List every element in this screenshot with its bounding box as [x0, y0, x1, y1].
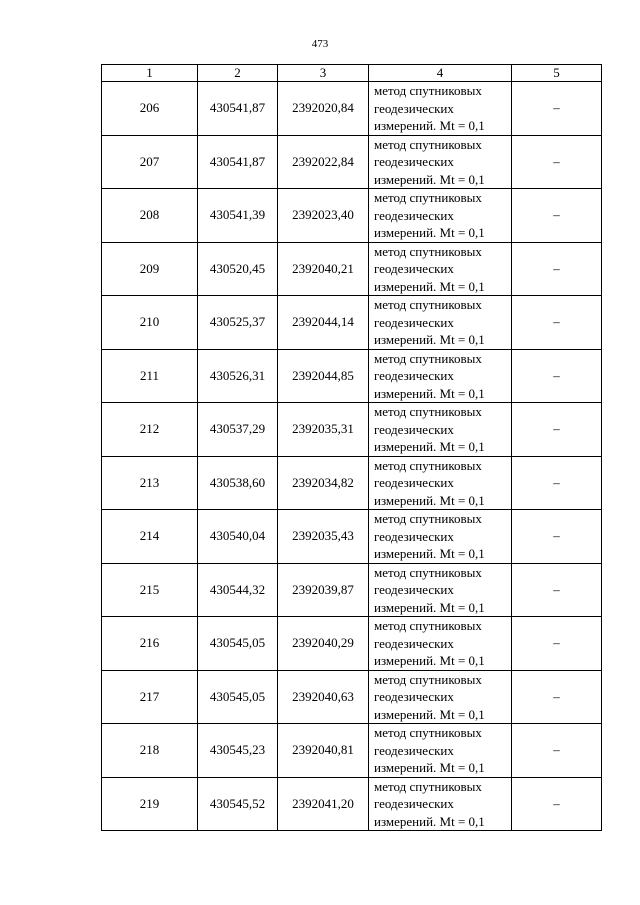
note-cell: – [512, 456, 602, 510]
x-coordinate-cell: 430545,05 [198, 670, 278, 724]
x-coordinate-cell: 430544,32 [198, 563, 278, 617]
method-cell [369, 777, 512, 831]
y-coordinate-cell: 2392035,31 [278, 403, 369, 457]
method-cell [369, 82, 512, 136]
note-cell: – [512, 296, 602, 350]
method-text-line: метод спутниковых [374, 136, 482, 152]
method-text-line: геодезических [374, 100, 454, 116]
method-cell [369, 135, 512, 189]
method-cell [369, 349, 512, 403]
method-text-line: метод спутниковых [374, 83, 482, 98]
x-coordinate-cell: 430526,31 [198, 349, 278, 403]
table-row [102, 82, 602, 136]
x-coordinate-cell: 430541,87 [198, 82, 278, 136]
point-number-cell: 217 [102, 670, 198, 724]
method-text-line: геодезических [374, 635, 454, 651]
y-coordinate-cell: 2392039,87 [278, 563, 369, 617]
x-coordinate-cell: 430545,05 [198, 617, 278, 671]
method-text-line: метод спутниковых [374, 190, 482, 205]
method-cell [369, 242, 512, 296]
x-coordinate-cell: 430525,37 [198, 296, 278, 350]
method-cell [369, 563, 512, 617]
y-coordinate-cell: 2392034,82 [278, 456, 369, 510]
point-number-cell: 210 [102, 296, 198, 350]
point-number-cell: 209 [102, 242, 198, 296]
method-text-line: метод спутниковых [374, 778, 482, 794]
method-text-line: измерений. Mt = 0,1 [374, 492, 485, 508]
method-text-line: геодезических [374, 368, 454, 383]
header-col-5: 5 [512, 65, 602, 82]
note-cell: – [512, 563, 602, 617]
header-col-4: 4 [369, 65, 512, 82]
method-text-line: метод спутниковых [374, 297, 482, 312]
method-text-line: измерений. Mt = 0,1 [374, 171, 485, 187]
note-cell: – [512, 777, 602, 831]
y-coordinate-cell: 2392020,84 [278, 82, 369, 136]
table-row [102, 563, 602, 617]
coordinates-table [101, 64, 602, 831]
table-row [102, 242, 602, 296]
method-text-line: геодезических [374, 207, 454, 223]
y-coordinate-cell: 2392044,85 [278, 349, 369, 403]
method-text-line: метод спутниковых [374, 564, 482, 580]
method-text-line: геодезических [374, 421, 454, 437]
method-text-line: геодезических [374, 689, 454, 704]
method-text-line: геодезических [374, 154, 454, 169]
point-number-cell: 213 [102, 456, 198, 510]
method-text-line: метод спутниковых [374, 671, 482, 687]
point-number-cell: 211 [102, 349, 198, 403]
point-number-cell: 219 [102, 777, 198, 831]
table-row [102, 135, 602, 189]
point-number-cell: 216 [102, 617, 198, 671]
method-text-line: измерений. Mt = 0,1 [374, 225, 485, 240]
header-col-1: 1 [102, 65, 198, 82]
x-coordinate-cell: 430540,04 [198, 510, 278, 564]
table-row [102, 724, 602, 778]
method-text-line: измерений. Mt = 0,1 [374, 118, 485, 133]
method-text-line: измерений. Mt = 0,1 [374, 760, 485, 775]
method-cell [369, 510, 512, 564]
point-number-cell: 218 [102, 724, 198, 778]
y-coordinate-cell: 2392040,21 [278, 242, 369, 296]
table-header [102, 65, 602, 82]
table-row [102, 617, 602, 671]
method-text-line: геодезических [374, 475, 454, 490]
y-coordinate-cell: 2392040,81 [278, 724, 369, 778]
method-text-line: измерений. Mt = 0,1 [374, 332, 485, 347]
method-text-line: метод спутниковых [374, 350, 482, 366]
method-cell [369, 189, 512, 243]
y-coordinate-cell: 2392040,63 [278, 670, 369, 724]
y-coordinate-cell: 2392022,84 [278, 135, 369, 189]
header-col-3: 3 [278, 65, 369, 82]
method-text-line: метод спутниковых [374, 457, 482, 473]
x-coordinate-cell: 430545,23 [198, 724, 278, 778]
table-row [102, 403, 602, 457]
y-coordinate-cell: 2392023,40 [278, 189, 369, 243]
table-row [102, 777, 602, 831]
method-cell [369, 456, 512, 510]
point-number-cell: 206 [102, 82, 198, 136]
x-coordinate-cell: 430520,45 [198, 242, 278, 296]
y-coordinate-cell: 2392040,29 [278, 617, 369, 671]
page-number: 473 [311, 38, 329, 50]
method-text-line: измерений. Mt = 0,1 [374, 706, 485, 722]
method-text-line: измерений. Mt = 0,1 [374, 813, 485, 829]
method-text-line: геодезических [374, 582, 454, 597]
method-cell [369, 617, 512, 671]
method-text-line: геодезических [374, 742, 454, 758]
method-cell [369, 724, 512, 778]
table-row [102, 296, 602, 350]
method-text-line: метод спутниковых [374, 725, 482, 740]
method-text-line: измерений. Mt = 0,1 [374, 278, 485, 294]
y-coordinate-cell: 2392035,43 [278, 510, 369, 564]
point-number-cell: 207 [102, 135, 198, 189]
method-text-line: метод спутниковых [374, 511, 482, 526]
x-coordinate-cell: 430545,52 [198, 777, 278, 831]
note-cell: – [512, 135, 602, 189]
note-cell: – [512, 242, 602, 296]
method-text-line: метод спутниковых [374, 618, 482, 633]
note-cell: – [512, 724, 602, 778]
method-text-line: метод спутниковых [374, 243, 482, 259]
method-text-line: геодезических [374, 314, 454, 330]
method-text-line: геодезических [374, 796, 454, 811]
method-text-line: измерений. Mt = 0,1 [374, 653, 485, 668]
table-body [102, 82, 602, 831]
method-text-line: измерений. Mt = 0,1 [374, 385, 485, 401]
table-row [102, 670, 602, 724]
note-cell: – [512, 82, 602, 136]
point-number-cell: 215 [102, 563, 198, 617]
y-coordinate-cell: 2392041,20 [278, 777, 369, 831]
method-text-line: измерений. Mt = 0,1 [374, 546, 485, 561]
method-cell [369, 403, 512, 457]
method-cell [369, 296, 512, 350]
method-text-line: измерений. Mt = 0,1 [374, 439, 485, 454]
x-coordinate-cell: 430538,60 [198, 456, 278, 510]
note-cell: – [512, 670, 602, 724]
method-text-line: метод спутниковых [374, 404, 482, 419]
x-coordinate-cell: 430541,87 [198, 135, 278, 189]
point-number-cell: 208 [102, 189, 198, 243]
table-row [102, 510, 602, 564]
note-cell: – [512, 617, 602, 671]
x-coordinate-cell: 430541,39 [198, 189, 278, 243]
table-row [102, 189, 602, 243]
method-text-line: геодезических [374, 261, 454, 276]
point-number-cell: 214 [102, 510, 198, 564]
note-cell: – [512, 403, 602, 457]
note-cell: – [512, 510, 602, 564]
note-cell: – [512, 349, 602, 403]
header-row [102, 65, 602, 82]
x-coordinate-cell: 430537,29 [198, 403, 278, 457]
note-cell: – [512, 189, 602, 243]
point-number-cell: 212 [102, 403, 198, 457]
method-text-line: измерений. Mt = 0,1 [374, 599, 485, 615]
method-text-line: геодезических [374, 528, 454, 544]
table-row [102, 349, 602, 403]
method-cell [369, 670, 512, 724]
header-col-2: 2 [198, 65, 278, 82]
table-row [102, 456, 602, 510]
y-coordinate-cell: 2392044,14 [278, 296, 369, 350]
